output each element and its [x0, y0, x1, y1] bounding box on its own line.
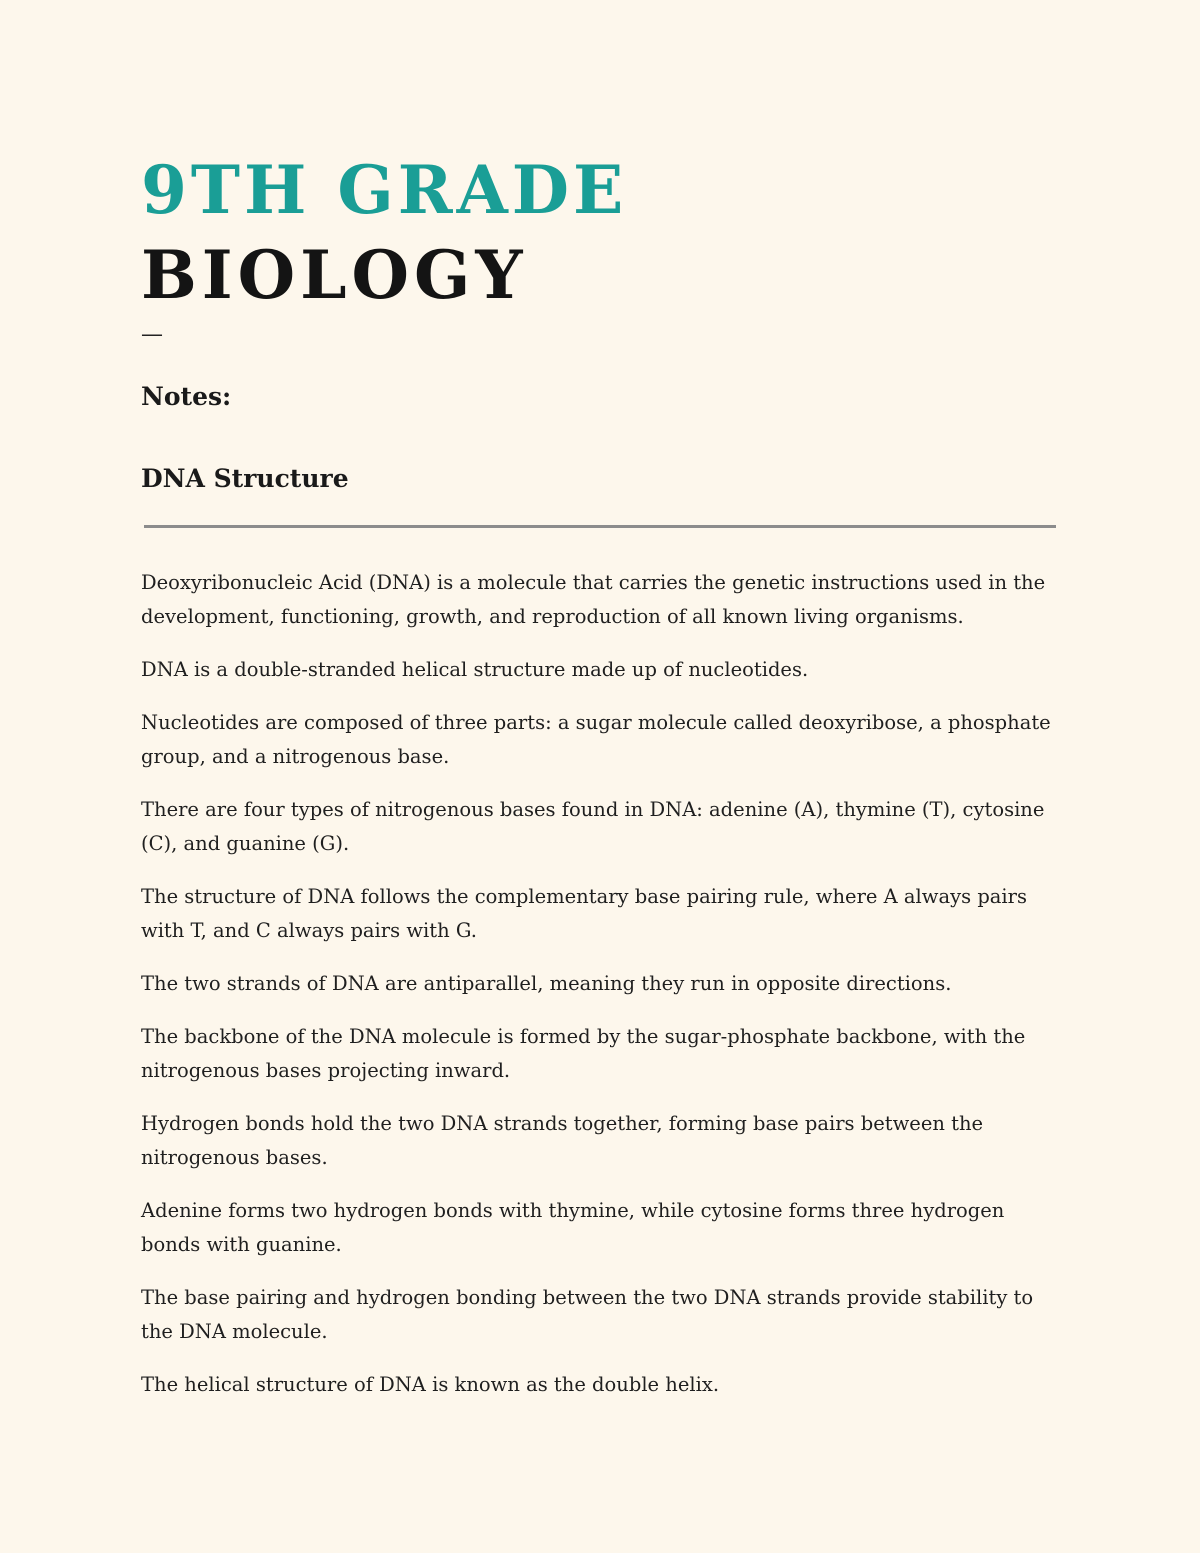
paragraph: The base pairing and hydrogen bonding between the two DNA strands provide stability to the DNA molecule.	[141, 1286, 1034, 1343]
title-grade: 9TH GRADE	[141, 151, 628, 229]
paragraph: The helical structure of DNA is known as the double helix.	[141, 1373, 720, 1396]
paragraph: Nucleotides are composed of three parts: a sugar molecule called deoxyribose, a phosphate group, and a nitrogenous base.	[141, 711, 1051, 768]
notes-label: Notes:	[141, 382, 232, 411]
section-heading: DNA Structure	[141, 464, 349, 493]
paragraph: Adenine forms two hydrogen bonds with thymine, while cytosine forms three hydrogen bonds with guanine.	[141, 1199, 1005, 1256]
paragraph: There are four types of nitrogenous bases found in DNA: adenine (A), thymine (T), cytosine (C), and guanine (G).	[141, 798, 1045, 855]
notes-body	[141, 566, 1059, 1421]
paragraph: The structure of DNA follows the complementary base pairing rule, where A always pairs with T, and C always pairs with G.	[141, 885, 1027, 942]
paragraph: The two strands of DNA are antiparallel, meaning they run in opposite directions.	[141, 972, 952, 995]
paragraph: Hydrogen bonds hold the two DNA strands together, forming base pairs between the nitrogenous bases.	[141, 1112, 984, 1169]
paragraph: DNA is a double-stranded helical structure made up of nucleotides.	[141, 658, 809, 681]
title-subject: BIOLOGY	[141, 236, 528, 314]
paragraph: Deoxyribonucleic Acid (DNA) is a molecule that carries the genetic instructions used in the development, functioning, growth, and reproduction of all known living organisms.	[141, 571, 1046, 628]
horizontal-rule	[144, 525, 1056, 528]
title-divider: —	[141, 322, 163, 347]
paragraph: The backbone of the DNA molecule is formed by the sugar-phosphate backbone, with the nitrogenous bases projecting inward.	[141, 1025, 1026, 1082]
